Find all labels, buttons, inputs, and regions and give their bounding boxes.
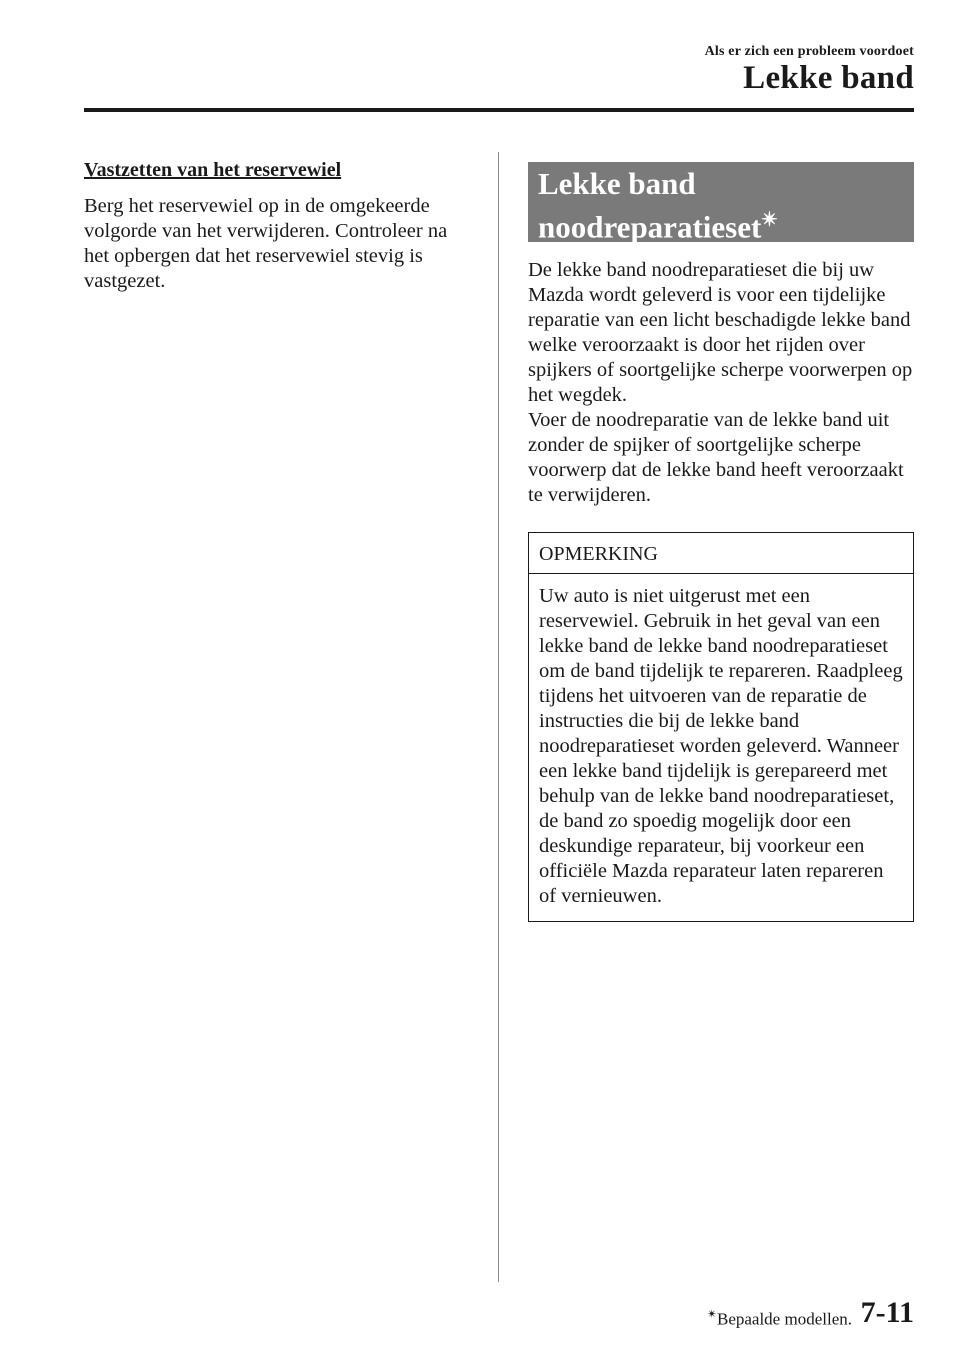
section-banner [528, 162, 914, 245]
note-label: OPMERKING [529, 533, 913, 574]
footer-note-text: Bepaalde modellen. [716, 1309, 852, 1329]
note-box [528, 532, 914, 922]
left-paragraph: Berg het reservewiel op in de omgekeerde volgorde van het verwijderen. Controleer na het opbergen dat het reservewiel stevig is vastgezet. [84, 195, 448, 292]
right-paragraph: De lekke band noodreparatieset die bij uw Mazda wordt geleverd is voor een tijdelijke reparatie van een licht beschadigde lekke band welke veroorzaakt is door het rijden over spijkers of soortgelijke scherpe voorwerpen op het wegdek. Voer de noodreparatie van de lekke band uit zonder de spijker of soortgelijke scherpe voorwerp dat de lekke band heeft veroorzaakt te verwijderen. [528, 259, 913, 506]
banner-title: Lekke band noodreparatieset [538, 166, 762, 245]
column-divider [498, 152, 499, 1282]
header-chapter: Als er zich een probleem voordoet [704, 44, 914, 59]
note-text: Uw auto is niet uitgerust met een reservewiel. Gebruik in het geval van een lekke band de lekke band noodreparatieset om de band tijdelijk te repareren. Raadpleeg tijdens het uitvoeren van de reparatie de instructies die bij de lekke band noodreparatieset worden geleverd. Wanneer een lekke band tijdelijk is gerepareerd met behulp van de lekke band noodreparatieset, de band zo spoedig mogelijk door een deskundige reparateur, bij voorkeur een officiële Mazda reparateur laten repareren of vernieuwen. [539, 585, 903, 907]
footer-note [707, 1307, 852, 1330]
sub-heading: Vastzetten van het reservewiel [84, 159, 342, 181]
header-rule [84, 108, 914, 112]
footer-star-icon: ✴ [706, 1307, 717, 1321]
header-section-title: Lekke band [743, 60, 914, 96]
right-column [528, 162, 914, 922]
banner-star-icon: ✴ [761, 209, 779, 231]
left-column [84, 156, 474, 294]
page-number: 7-11 [860, 1296, 914, 1329]
